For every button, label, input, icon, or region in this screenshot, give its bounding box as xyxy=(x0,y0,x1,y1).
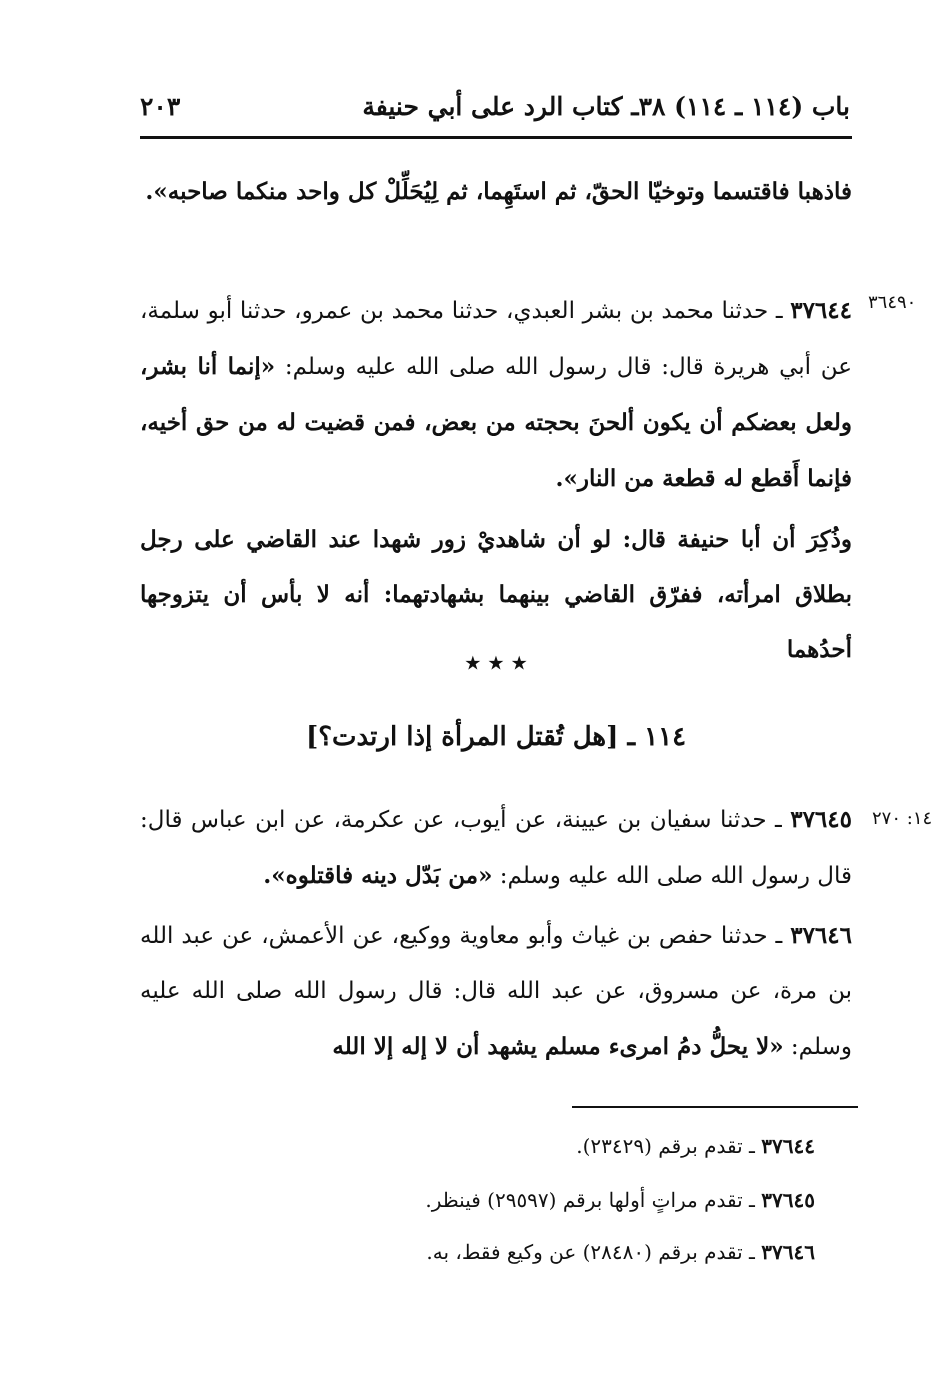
paragraph-continuation: فاذهبا فاقتسما وتوخيّا الحقّ، ثم استَهِما، ثم لِيُحَلِّلْ كل واحد منكما صاحبه». xyxy=(145,178,852,205)
margin-reference-36490: ٣٦٤٩٠ xyxy=(868,292,917,313)
running-header xyxy=(140,92,850,136)
page-number: ٢٠٣ xyxy=(140,92,181,121)
hadith-37644 xyxy=(140,283,852,507)
footnote-text: ـ تقدم برقم (٢٨٤٨٠) عن وكيع فقط، به. xyxy=(426,1240,762,1264)
abu-hanifa-opinion: وذُكِرَ أن أبا حنيفة قال: لو أن شاهديْ زور شهدا عند القاضي على رجل بطلاق امرأته، ففرّق القاضي بينهما بشهادتهما: أنه لا بأس أن يتزوجها أحدُهما xyxy=(140,526,852,663)
hadith-quote: «لا يحلُّ دمُ امرىء مسلم يشهد أن لا إله إلا الله xyxy=(332,1033,784,1060)
hadith-chain: ـ حدثنا سفيان بن عيينة، عن أيوب، عن عكرمة، عن ابن عباس قال: قال رسول الله صلى الله عليه وسلم: xyxy=(140,807,852,889)
footnote-37646 xyxy=(426,1240,815,1264)
hadith-quote: «من بَدّل دينه فاقتلوه». xyxy=(263,862,493,889)
hadith-chain: ـ حدثنا محمد بن بشر العبدي، حدثنا محمد بن عمرو، حدثنا أبو سلمة، عن أبي هريرة قال: قال رسول الله صلى الله عليه وسلم: xyxy=(140,298,852,380)
header-rule xyxy=(140,136,852,139)
footnote-rule xyxy=(572,1106,858,1108)
footnote-number: ٣٧٦٤٥ xyxy=(761,1188,815,1212)
hadith-chain: ـ حدثنا حفص بن غياث وأبو معاوية ووكيع، عن الأعمش، عن عبد الله بن مرة، عن مسروق، عن عبد الله قال: قال رسول الله صلى الله عليه وسلم: xyxy=(140,923,852,1060)
hadith-quote: «إنما أنا بشر، ولعل بعضكم أن يكون ألحنَ بحجته من بعض، فمن قضيت له من حق أخيه، فإنما أَقطع له قطعة من النار». xyxy=(140,353,852,492)
section-separator: ٭ ٭ ٭ xyxy=(465,648,527,678)
section-title: ١١٤ ـ [هل تُقتل المرأة إذا ارتدت؟] xyxy=(305,722,687,752)
footnote-text: ـ تقدم برقم (٢٣٤٢٩). xyxy=(576,1134,762,1158)
footnote-number: ٣٧٦٤٤ xyxy=(761,1134,815,1158)
hadith-37646 xyxy=(140,908,852,1075)
margin-reference-14-270: ١٤: ٢٧٠ xyxy=(872,808,933,829)
hadith-number: ٣٧٦٤٥ xyxy=(790,806,852,833)
header-title: باب (١١٤ ـ ١١٤) ٣٨ـ كتاب الرد على أبي حنيفة xyxy=(362,92,850,121)
hadith-37645 xyxy=(140,792,852,904)
footnote-37644 xyxy=(576,1134,815,1158)
footnote-text: ـ تقدم مراتٍ أولها برقم (٢٩٥٩٧) فينظر. xyxy=(425,1188,762,1212)
hadith-number: ٣٧٦٤٦ xyxy=(790,922,852,949)
hadith-number: ٣٧٦٤٤ xyxy=(790,297,852,324)
footnote-number: ٣٧٦٤٦ xyxy=(761,1240,815,1264)
footnote-37645 xyxy=(425,1188,815,1212)
